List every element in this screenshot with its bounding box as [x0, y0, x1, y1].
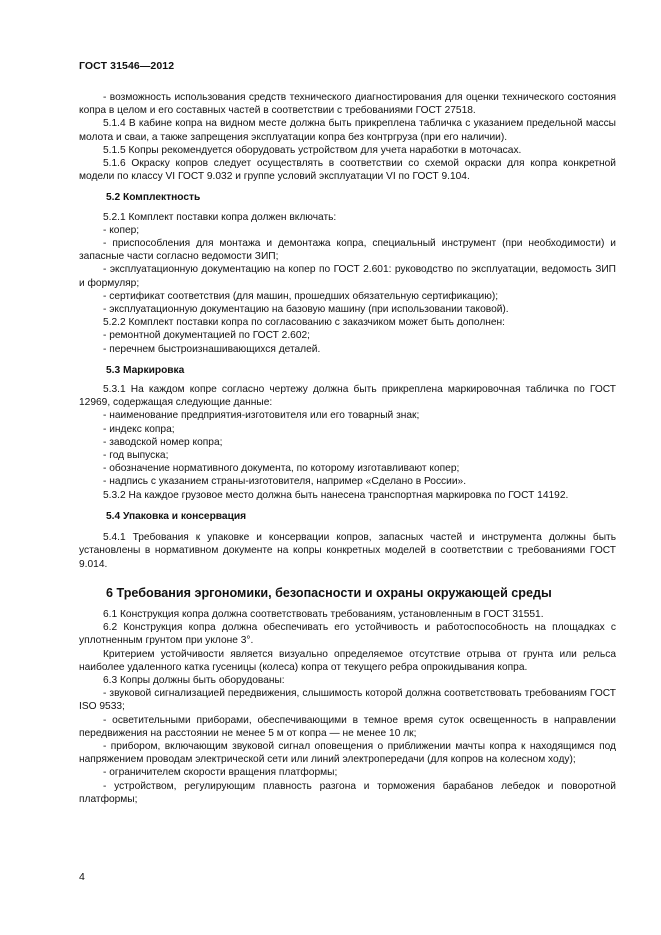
list-item: - приспособления для монтажа и демонтажа копра, специальный инструмент (при необходимости) и запасные части согласно ведомости ЗИП;	[79, 238, 616, 263]
list-item: - осветительными приборами, обеспечивающими в темное время суток освещенность в направлении передвижения на расстоянии не менее 5 м от копра — не менее 10 лк;	[79, 714, 616, 739]
paragraph: Критерием устойчивости является визуально определяемое отсутствие отрыва от грунта или рельса наиболее удаленного катка гусеницы (колеса) копра от текущего ребра опрокидывания копра.	[79, 648, 616, 673]
paragraph: 6.1 Конструкция копра должна соответствовать требованиям, установленным в ГОСТ 31551.	[103, 608, 544, 620]
list-item: - заводской номер копра;	[103, 436, 223, 448]
page-number: 4	[79, 871, 85, 883]
list-item: - год выпуска;	[103, 450, 169, 462]
list-item: - перечнем быстроизнашивающихся деталей.	[103, 343, 321, 355]
paragraph: 5.2.2 Комплект поставки копра по согласованию с заказчиком может быть дополнен:	[103, 317, 506, 329]
list-item: - ограничителем скорости вращения платформы;	[103, 767, 338, 779]
paragraph: 5.3.2 На каждое грузовое место должна быть нанесена транспортная маркировка по ГОСТ 14192.	[103, 489, 569, 501]
section-heading-5-2: 5.2 Комплектность	[106, 192, 201, 204]
section-heading-6: 6 Требования эргономики, безопасности и охраны окружающей среды	[106, 585, 552, 600]
paragraph: 5.3.1 На каждом копре согласно чертежу должна быть прикреплена маркировочная табличка по ГОСТ 12969, содержащая следующие данные:	[79, 384, 616, 409]
list-item: - наименование предприятия-изготовителя или его товарный знак;	[103, 410, 420, 422]
list-item: - ремонтной документацией по ГОСТ 2.602;	[103, 330, 310, 342]
paragraph: 5.1.5 Копры рекомендуется оборудовать устройством для учета наработки в моточасах.	[103, 144, 522, 156]
section-heading-5-4: 5.4 Упаковка и консервация	[106, 510, 247, 522]
list-item: - сертификат соответствия (для машин, прошедших обязательную сертификацию);	[103, 290, 499, 302]
document-header: ГОСТ 31546—2012	[79, 60, 175, 72]
paragraph: 6.3 Копры должны быть оборудованы:	[103, 674, 285, 686]
list-item: - устройством, регулирующим плавность разгона и торможения барабанов лебедок и поворотной платформы;	[79, 780, 616, 805]
list-item: - копер;	[103, 224, 140, 236]
list-item: - индекс копра;	[103, 423, 175, 435]
paragraph: 5.1.6 Окраску копров следует осуществлять в соответствии со схемой окраски для копра конкретной модели по классу VI ГОСТ 9.032 и группе условий эксплуатации VI по ГОСТ 9.104.	[79, 158, 616, 183]
list-item: - обозначение нормативного документа, по которому изготавливают копер;	[103, 463, 460, 475]
list-item: - эксплуатационную документацию на копер по ГОСТ 2.601: руководство по эксплуатации, ведомость ЗИП и формуляр;	[79, 264, 616, 289]
page-content	[79, 91, 616, 806]
paragraph: - возможность использования средств технического диагностирования для оценки технического состояния копра в целом и его составных частей в соответствии с требованиями ГОСТ 27518.	[79, 92, 616, 117]
paragraph: 5.2.1 Комплект поставки копра должен включать:	[103, 211, 337, 223]
list-item: - прибором, включающим звуковой сигнал оповещения о приближении мачты копра к находящимся под напряжением проводам электрической сети или линий электропередачи (для копров на колесном ходу);	[79, 740, 616, 766]
paragraph: 5.1.4 В кабине копра на видном месте должна быть прикреплена табличка с указанием предельной массы молота и сваи, а также запрещения эксплуатации копра без контргруза (при его наличии).	[79, 118, 616, 143]
list-item: - надпись с указанием страны-изготовителя, например «Сделано в России».	[103, 476, 467, 488]
paragraph: 5.4.1 Требования к упаковке и консервации копров, запасных частей и инструмента должны быть установлены в нормативном документе на копры конкретных моделей в соответствии с требованиями ГОСТ 9.014.	[79, 532, 616, 570]
section-heading-5-3: 5.3 Маркировка	[106, 364, 185, 376]
list-item: - звуковой сигнализацией передвижения, слышимость которой должна соответствовать требованиям ГОСТ ISO 9533;	[79, 688, 616, 713]
list-item: - эксплуатационную документацию на базовую машину (при использовании таковой).	[103, 304, 509, 316]
paragraph: 6.2 Конструкция копра должна обеспечивать его устойчивость и работоспособность на площадках с уплотненным грунтом при уклоне 3°.	[79, 622, 616, 647]
